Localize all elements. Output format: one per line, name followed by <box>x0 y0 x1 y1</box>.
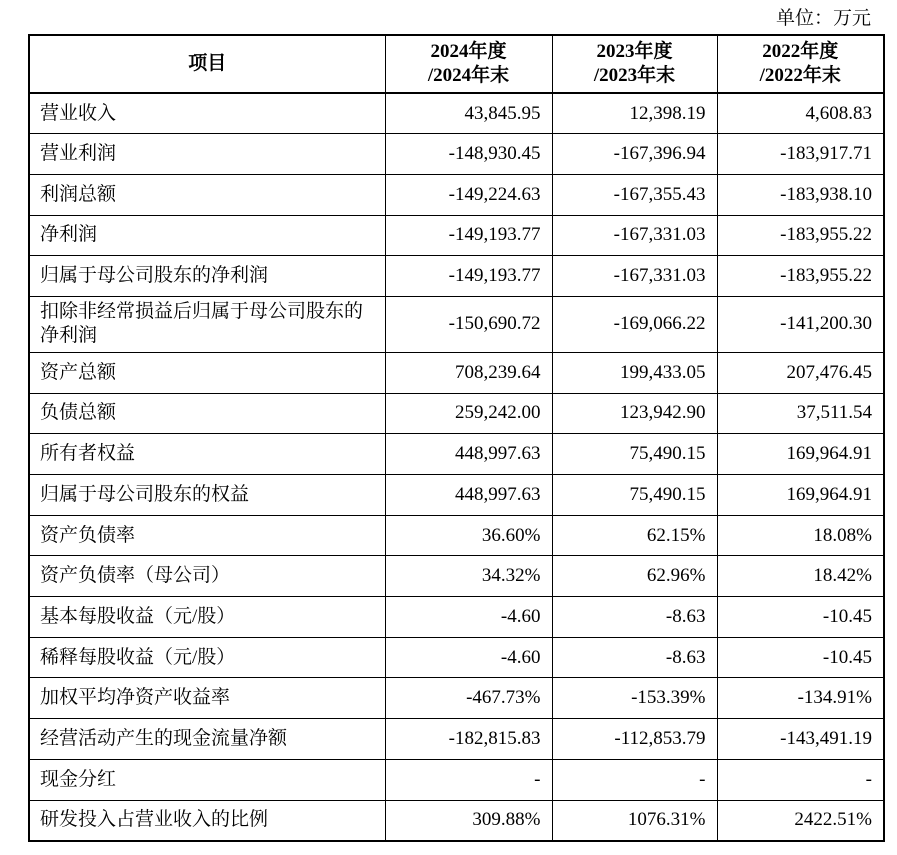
cell-2023: 123,942.90 <box>552 393 717 434</box>
cell-2022: 169,964.91 <box>717 434 884 475</box>
row-item-label: 营业收入 <box>29 93 385 134</box>
cell-2023: 75,490.15 <box>552 475 717 516</box>
cell-2023: 12,398.19 <box>552 93 717 134</box>
cell-2024: -4.60 <box>385 597 552 638</box>
table-row <box>29 134 884 175</box>
row-item-label: 资产负债率 <box>29 515 385 556</box>
table-header-row <box>29 35 884 93</box>
table-body <box>29 93 884 841</box>
cell-2024: - <box>385 759 552 800</box>
header-2022 <box>717 35 884 93</box>
cell-2022: -134.91% <box>717 678 884 719</box>
cell-2022: 18.42% <box>717 556 884 597</box>
row-item-label: 归属于母公司股东的权益 <box>29 475 385 516</box>
row-item-label: 营业利润 <box>29 134 385 175</box>
table-row <box>29 215 884 256</box>
cell-2024: 34.32% <box>385 556 552 597</box>
cell-2022: 207,476.45 <box>717 352 884 393</box>
cell-2023: -167,331.03 <box>552 256 717 297</box>
header-2024 <box>385 35 552 93</box>
row-item-label: 经营活动产生的现金流量净额 <box>29 719 385 760</box>
row-item-label: 基本每股收益（元/股） <box>29 597 385 638</box>
cell-2023: 1076.31% <box>552 800 717 841</box>
table-row <box>29 556 884 597</box>
cell-2023: -169,066.22 <box>552 296 717 352</box>
row-item-label: 扣除非经常损益后归属于母公司股东的净利润 <box>29 296 385 352</box>
header-2023-line1: 2023年度 <box>596 41 673 62</box>
header-item: 项目 <box>29 35 385 93</box>
cell-2024: -150,690.72 <box>385 296 552 352</box>
cell-2024: -149,193.77 <box>385 256 552 297</box>
financial-summary-table <box>28 34 885 842</box>
cell-2022: -183,917.71 <box>717 134 884 175</box>
cell-2023: -8.63 <box>552 637 717 678</box>
header-2024-line1: 2024年度 <box>430 41 507 62</box>
row-item-label: 资产总额 <box>29 352 385 393</box>
cell-2024: 36.60% <box>385 515 552 556</box>
table-row <box>29 93 884 134</box>
cell-2024: -4.60 <box>385 637 552 678</box>
cell-2022: 4,608.83 <box>717 93 884 134</box>
cell-2024: 708,239.64 <box>385 352 552 393</box>
row-item-label: 研发投入占营业收入的比例 <box>29 800 385 841</box>
cell-2022: -10.45 <box>717 637 884 678</box>
table-row <box>29 719 884 760</box>
cell-2022: - <box>717 759 884 800</box>
header-2023 <box>552 35 717 93</box>
cell-2022: 37,511.54 <box>717 393 884 434</box>
table-row <box>29 296 884 352</box>
cell-2024: -149,193.77 <box>385 215 552 256</box>
cell-2023: -167,331.03 <box>552 215 717 256</box>
table-row <box>29 475 884 516</box>
cell-2024: -182,815.83 <box>385 719 552 760</box>
header-2022-line1: 2022年度 <box>762 41 839 62</box>
cell-2022: 18.08% <box>717 515 884 556</box>
cell-2024: 43,845.95 <box>385 93 552 134</box>
header-2024-line2: /2024年末 <box>427 65 510 86</box>
table-row <box>29 393 884 434</box>
table-row <box>29 515 884 556</box>
table-row <box>29 352 884 393</box>
row-item-label: 归属于母公司股东的净利润 <box>29 256 385 297</box>
cell-2023: 199,433.05 <box>552 352 717 393</box>
table-row <box>29 800 884 841</box>
cell-2022: -183,955.22 <box>717 256 884 297</box>
cell-2022: -183,938.10 <box>717 174 884 215</box>
unit-label: 单位：万元 <box>775 8 871 29</box>
cell-2023: 75,490.15 <box>552 434 717 475</box>
header-2022-line2: /2022年末 <box>759 65 841 86</box>
cell-2022: -10.45 <box>717 597 884 638</box>
cell-2023: 62.96% <box>552 556 717 597</box>
cell-2024: 309.88% <box>385 800 552 841</box>
cell-2022: -141,200.30 <box>717 296 884 352</box>
row-item-label: 所有者权益 <box>29 434 385 475</box>
header-2023-line2: /2023年末 <box>593 65 676 86</box>
cell-2024: 448,997.63 <box>385 475 552 516</box>
row-item-label: 净利润 <box>29 215 385 256</box>
table-row <box>29 256 884 297</box>
cell-2023: 62.15% <box>552 515 717 556</box>
cell-2023: - <box>552 759 717 800</box>
table-row <box>29 434 884 475</box>
table-row <box>29 678 884 719</box>
table-row <box>29 759 884 800</box>
cell-2024: -149,224.63 <box>385 174 552 215</box>
cell-2022: 2422.51% <box>717 800 884 841</box>
cell-2024: 259,242.00 <box>385 393 552 434</box>
cell-2022: -143,491.19 <box>717 719 884 760</box>
table-row <box>29 597 884 638</box>
cell-2023: -167,355.43 <box>552 174 717 215</box>
cell-2023: -8.63 <box>552 597 717 638</box>
cell-2024: 448,997.63 <box>385 434 552 475</box>
table-row <box>29 174 884 215</box>
row-item-label: 利润总额 <box>29 174 385 215</box>
table-row <box>29 637 884 678</box>
row-item-label: 资产负债率（母公司） <box>29 556 385 597</box>
cell-2023: -167,396.94 <box>552 134 717 175</box>
row-item-label: 负债总额 <box>29 393 385 434</box>
cell-2023: -153.39% <box>552 678 717 719</box>
cell-2023: -112,853.79 <box>552 719 717 760</box>
row-item-label: 稀释每股收益（元/股） <box>29 637 385 678</box>
cell-2022: 169,964.91 <box>717 475 884 516</box>
cell-2024: -467.73% <box>385 678 552 719</box>
cell-2022: -183,955.22 <box>717 215 884 256</box>
row-item-label: 现金分红 <box>29 759 385 800</box>
row-item-label: 加权平均净资产收益率 <box>29 678 385 719</box>
cell-2024: -148,930.45 <box>385 134 552 175</box>
